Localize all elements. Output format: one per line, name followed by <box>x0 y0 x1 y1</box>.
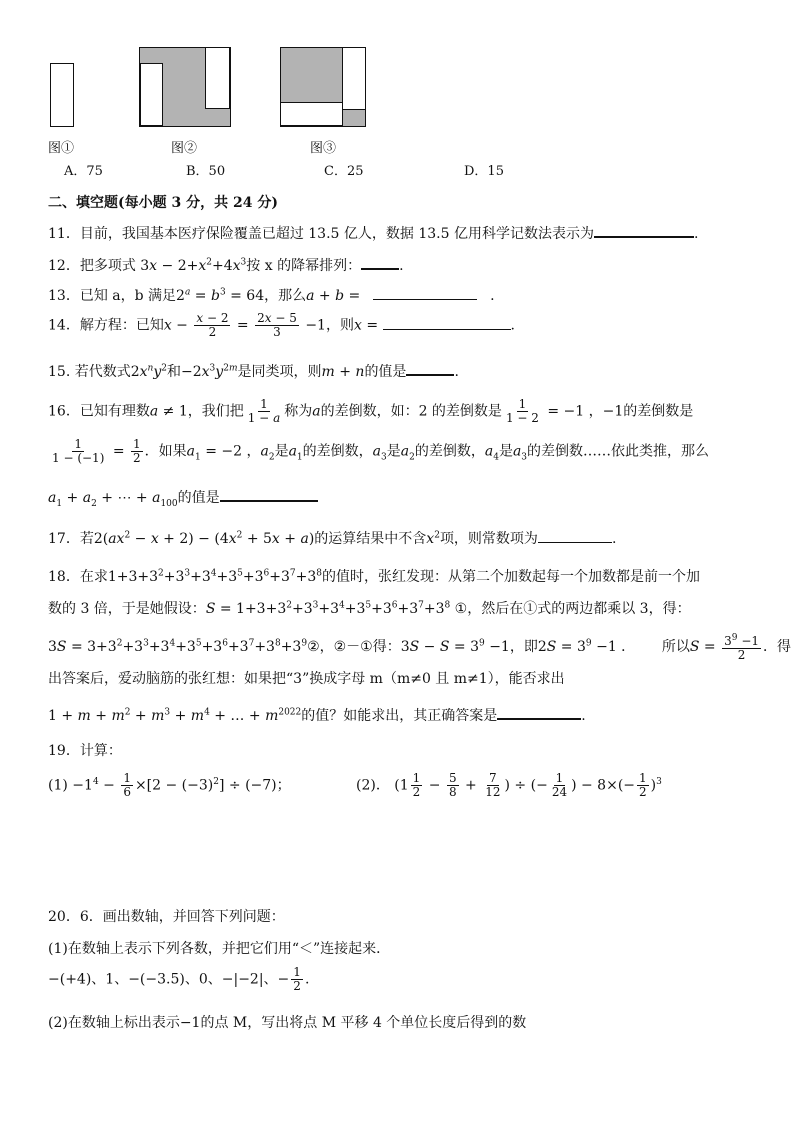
q14-pre: 14．解方程：已知 <box>48 317 164 334</box>
q15-blank <box>406 360 454 376</box>
q15-pre: 15. 若代数式 <box>48 364 131 380</box>
q17-pre: 17．若 <box>48 531 94 547</box>
q18-text-1: 18．在求 <box>48 569 108 585</box>
q16-text-8: 的差倒数， <box>302 443 373 460</box>
q18-text-3: 数的 3 倍，于是她假设： <box>48 601 206 617</box>
figure-1-caption: 图① <box>48 141 75 156</box>
q16-text-11: 是 <box>498 443 513 460</box>
option-a: A．75 <box>64 164 103 179</box>
question-18-line-4 <box>48 668 565 688</box>
q12-mid: 按 x 的降幂排列： <box>246 258 362 274</box>
figure-2-caption: 图② <box>171 141 198 156</box>
q14-blank <box>383 315 511 330</box>
question-19-heading: 19．计算： <box>48 743 122 759</box>
q12-pre: 12．把多项式 3 <box>48 258 150 274</box>
q18-text-2: 的值时，张红发现：从第二个加数起每一个加数都是前一个加 <box>322 569 700 585</box>
q15-mid1: 和 <box>167 364 181 380</box>
q19-part-1-label: (1) <box>48 777 68 794</box>
q16-text-12: 的差倒数……依此类推，那么 <box>527 443 710 460</box>
q18-text-9: 出答案后，爱动脑筋的张红想：如果把“3”换成字母 m（m≠0 且 m≠1），能否求出 <box>48 671 565 687</box>
question-11: 11．目前，我国基本医疗保险覆盖已超过 13.5 亿人，数据 13.5 亿用科学记数法表示为 . <box>48 222 698 243</box>
q12-blank <box>361 254 399 270</box>
question-18-line-2: 数的 3 倍，于是她假设：$S = 1+3+3^2+3^3+3^4+3^5+3^6+3^7+3^8$ ①，然后在①式的两边都乘以 3，得： <box>48 600 691 617</box>
question-20-part-2: (2)在数轴上标出表示−1的点 M，写出将点 M 平移 4 个单位长度后得到的数 <box>48 1015 527 1031</box>
q16-text-5: 的差倒数是 <box>623 403 694 420</box>
q13-blank <box>373 285 477 300</box>
figure-1-rect <box>50 63 74 127</box>
q18-text-5: ②，②－①得： <box>307 639 401 655</box>
q16-text-6: ．如果 <box>144 443 187 460</box>
option-b: B．50 <box>186 164 226 179</box>
question-18-line-3: $3S = 3+3^2+3^3+3^4+3^5+3^6+3^7+3^8+3^9②$，②－①得：$3S - S = 3^9 -1$，即$2S = 3^9 -1$ ． 所以S = $\frac{3^9 -1}{2}$ ．得 <box>48 633 792 662</box>
q15-mid2: 是同类项，则 <box>237 364 322 380</box>
q17-post: 项，则常数项为 <box>439 531 538 547</box>
q17-blank <box>538 528 612 543</box>
question-17: 17．若$2(ax^2 - x + 2) - (4x^2 + 5x + a)$的运算结果中不含$x^2$项，则常数项为 . <box>48 528 616 548</box>
q11-text: 11．目前，我国基本医疗保险覆盖已超过 13.5 亿人，数据 13.5 亿用科学记数法表示为 <box>48 226 594 242</box>
question-19-part-1: $(1) -1^4$ − $\frac{1}{6}$ $\times[2 - (-3)^2] \div (-7)$； <box>48 771 291 799</box>
question-20-numbers: −(+4)、1、−(−3.5)、0、−|−2|、− $\frac{1}{2}$ . <box>48 965 310 993</box>
question-20-heading: 20．6．画出数轴，并回答下列问题： <box>48 909 285 925</box>
q16-text-7: 是 <box>274 443 289 460</box>
q11-blank <box>594 222 694 238</box>
figure-3-bottom-strip <box>280 102 343 126</box>
q16-text-4: 的差倒数，如：2 的差倒数是 <box>320 403 502 420</box>
q16-text-1: 16．已知有理数 <box>48 403 150 420</box>
option-c: C．25 <box>324 164 364 179</box>
question-19-part-2: (2)． (1 $\frac{1}{2}$ − $\frac{5}{8}$ + $\frac{7}{12}$ ) ÷ (− $\frac{1}{24}$ ) − 8×(− $\frac{1}{2}$ )$^3$ <box>356 771 662 799</box>
q17-mid: 的运算结果中不含 <box>314 531 427 547</box>
q18-text-10: 的值？如能求出，其正确答案是 <box>301 708 498 724</box>
figure-3-caption: 图③ <box>310 141 337 156</box>
q15-post: 的值是 <box>364 364 407 380</box>
q16-text-2: ，我们把 <box>187 403 244 420</box>
section-heading: 二、填空题(每小题 3 分，共 24 分) <box>48 195 278 211</box>
q13-mid: ，那么 <box>264 288 307 304</box>
question-15: 15. 若代数式$2x^ny^2$和$-2x^3y^{2m}$是同类项，则m + n的值是 . <box>48 360 459 381</box>
question-12: 12．把多项式 $3x - 2+x^2+4x^3$按 x 的降幂排列： . <box>48 254 404 275</box>
q18-text-8: ．得 <box>763 639 792 655</box>
q18-text-4: ①，然后在①式的两边都乘以 3，得： <box>454 601 691 617</box>
q13-pre: 13．已知 a，b 满足 <box>48 288 177 304</box>
question-16-line-1: 16．已知有理数a ≠ 1，我们把 $\frac{1}{1 - a}$ 称为a的差倒数，如：2 的差倒数是 $\frac{1}{1 - 2}$ = −1 ，−1的差倒数是 <box>48 397 694 425</box>
q16-text-3: 称为 <box>284 403 313 420</box>
question-14: 14．解方程：已知x − $\frac{x - 2}{2}$ = $\frac{2x - 5}{3}$ −1，则x = . <box>48 311 515 339</box>
figure-2-right-strip <box>205 47 230 109</box>
q18-blank <box>497 704 581 720</box>
question-13: 13．已知 a，b 满足$2^a = b^3 = 64$，那么a + b = . <box>48 285 495 305</box>
question-18-line-5: $1 + m + m^2 + m^3 + m^4$ + … + $m^{2022}$的值？如能求出，其正确答案是 . <box>48 704 586 725</box>
option-d: D．15 <box>464 164 504 179</box>
figure-3-right-strip <box>342 47 366 110</box>
question-16-line-3: $a_1 + a_2$ + ⋯ + $a_{100}$的值是 <box>48 486 318 509</box>
q16-text-10: 的差倒数， <box>414 443 485 460</box>
q16-text-9: 是 <box>386 443 401 460</box>
q19-part-2-label: (2)． <box>356 777 390 794</box>
q18-text-6: ，即 <box>509 639 538 655</box>
q18-text-7: 所以 <box>661 639 690 655</box>
question-18-line-1: 18．在求$1+3+3^2+3^3+3^4+3^5+3^6+3^7+3^8$的值时，张红发现：从第二个加数起每一个加数都是前一个加 <box>48 568 700 585</box>
figure-2-left-strip <box>140 63 163 126</box>
q20-numbers-text: −(+4)、1、−(−3.5)、0、−|−2|、− <box>48 971 290 988</box>
q14-mid: ，则 <box>325 317 354 334</box>
question-16-line-2: $\frac{1}{1 - (-1)}$ = $\frac{1}{2}$ ．如果$a_1 = -2$ ，$a_2$是$a_1$的差倒数，$a_3$是$a_2$的差倒数，$a_4$是$a_3$的差倒数……依此类推，那么 <box>52 437 710 465</box>
q16-text-13: 的值是 <box>177 490 220 506</box>
question-20-part-1: (1)在数轴上表示下列各数，并把它们用“＜”连接起来． <box>48 941 391 957</box>
q16-blank <box>220 486 318 502</box>
